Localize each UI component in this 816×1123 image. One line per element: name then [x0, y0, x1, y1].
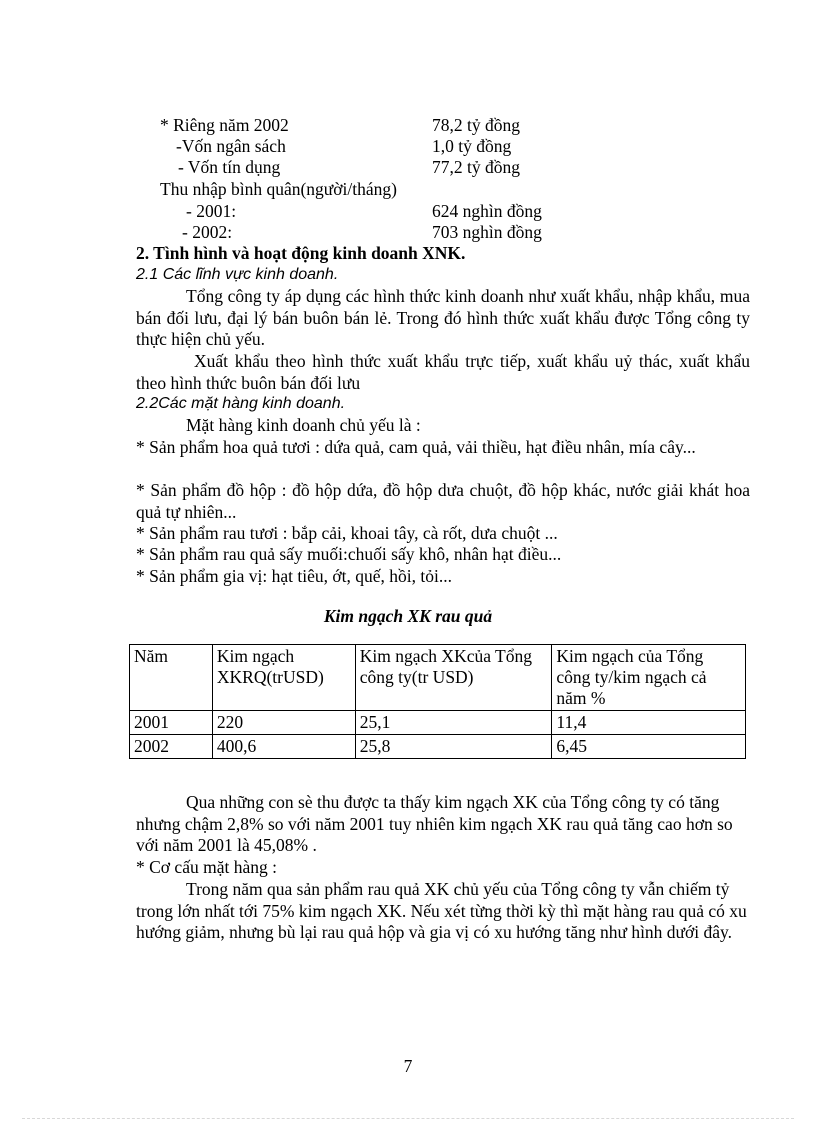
table-header-cell: Kim ngạch XKRQ(trUSD)	[212, 645, 355, 711]
stat-income-label: Thu nhập bình quân(người/tháng)	[160, 179, 397, 199]
product-bullet: * Sản phẩm hoa quả tươi : dứa quả, cam quả, vải thiều, hạt điều nhân, mía cây...	[136, 437, 696, 457]
table-cell: 220	[212, 711, 355, 735]
product-bullet: * Sản phẩm rau tươi : bắp cải, khoai tây, cà rốt, dưa chuột ...	[136, 523, 558, 543]
product-bullet: * Sản phẩm đồ hộp : đồ hộp dứa, đồ hộp dưa chuột, đồ hộp khác, nước giải khát hoa quả tự nhiên...	[136, 480, 750, 522]
table-cell: 25,8	[355, 735, 552, 759]
table-cell: 2002	[130, 735, 213, 759]
stat-income-2001-label: - 2001:	[186, 201, 237, 221]
product-bullet: * Sản phẩm gia vị: hạt tiêu, ớt, quế, hồi, tỏi...	[136, 566, 452, 586]
table-cell: 11,4	[552, 711, 746, 735]
paragraph-analysis: Qua những con sè thu được ta thấy kim ngạch XK của Tổng công ty có tăng nhưng chậm 2,8% so với năm 2001 tuy nhiên kim ngạch XK rau quả tăng cao hơn so với năm 2001 là 45,08% .	[136, 792, 733, 855]
stat-income-2002-value: 703 nghìn đồng	[432, 222, 542, 242]
product-bullet: * Sản phẩm rau quả sấy muối:chuối sấy khô, nhân hạt điều...	[136, 544, 562, 564]
subsection-heading-2-2: 2.2Các mặt hàng kinh doanh.	[136, 395, 346, 412]
table-header-cell: Kim ngạch XKcủa Tổng công ty(tr USD)	[355, 645, 552, 711]
export-turnover-table	[129, 644, 746, 759]
table-cell: 2001	[130, 711, 213, 735]
paragraph-structure: Trong năm qua sản phẩm rau quả XK chủ yếu của Tổng công ty vẫn chiếm tỷ trong lớn nhất tới 75% kim ngạch XK. Nếu xét từng thời kỳ thì mặt hàng rau quả có xu hướng giảm, nhưng bù lại rau quả hộp và gia vị có xu hướng tăng như hình dưới đây.	[136, 879, 747, 942]
structure-label: * Cơ cấu mặt hàng :	[136, 857, 277, 877]
subsection-heading-2-1: 2.1 Các lĩnh vực kinh doanh.	[136, 266, 339, 283]
page-number: 7	[403, 1056, 413, 1076]
stat-2002-label: * Riêng năm 2002	[160, 115, 289, 135]
table-cell: 400,6	[212, 735, 355, 759]
stat-income-2002-label: - 2002:	[182, 222, 233, 242]
table-row	[130, 711, 746, 735]
stat-budget-value: 1,0 tỷ đồng	[432, 136, 512, 156]
table-cell: 6,45	[552, 735, 746, 759]
section-heading: 2. Tình hình và hoạt động kinh doanh XNK.	[136, 243, 466, 263]
paragraph-business-forms: Tổng công ty áp dụng các hình thức kinh doanh như xuất khẩu, nhập khẩu, mua bán đối lưu, đại lý bán buôn bán lẻ. Trong đó hình thức xuất khẩu được Tổng công ty thực hiện chủ yếu.	[136, 286, 750, 349]
table-header-cell: Kim ngạch của Tổng công ty/kim ngạch cả năm %	[552, 645, 746, 711]
table-header-row	[130, 645, 746, 711]
page-bottom-rule	[22, 1118, 794, 1119]
stat-credit-label: - Vốn tín dụng	[178, 157, 281, 177]
table-cell: 25,1	[355, 711, 552, 735]
stat-credit-value: 77,2 tỷ đồng	[432, 157, 520, 177]
table-header-cell: Năm	[130, 645, 213, 711]
stat-income-2001-value: 624 nghìn đồng	[432, 201, 542, 221]
stat-2002-value: 78,2 tỷ đồng	[432, 115, 520, 135]
paragraph-main-products: Mặt hàng kinh doanh chủ yếu là :	[186, 415, 421, 435]
stat-budget-label: -Vốn ngân sách	[176, 136, 286, 156]
table-row	[130, 735, 746, 759]
table-title: Kim ngạch XK rau quả	[323, 606, 493, 626]
paragraph-export-forms: Xuất khẩu theo hình thức xuất khẩu trực tiếp, xuất khẩu uỷ thác, xuất khẩu theo hình thức buôn bán đối lưu	[136, 351, 750, 393]
